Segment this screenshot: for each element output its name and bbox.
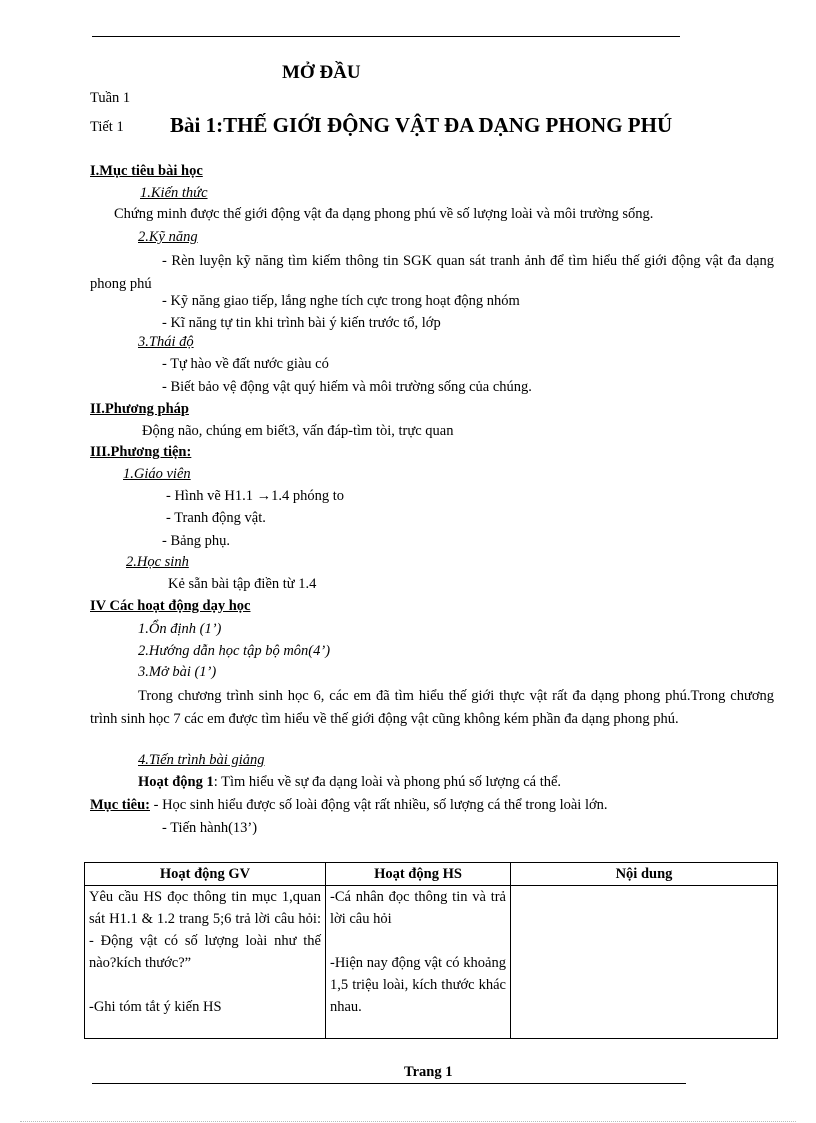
intro-paragraph: Trong chương trình sinh học 6, các em đã tìm hiểu thế giới thực vật rất đa dạng phong phú.Trong chương trình sinh học 7 các em được tìm hiểu về thế giới động vật cũng không kém phần đa dạng phong phú. [90,688,774,727]
section-method-heading: II.Phương pháp [90,401,189,417]
table-row [85,886,778,1039]
section-materials-heading: III.Phương tiện: [90,444,192,460]
knowledge-text: Chứng minh được thế giới động vật đa dạng phong phú về số lượng loài và môi trường sống. [114,206,654,222]
hs-answer: -Hiện nay động vật có khoảng 1,5 triệu loài, kích thước khác nhau. [330,955,506,1015]
teacher-item: - Hình vẽ H1.1 →1.4 phóng to [166,488,345,504]
teacher-item: - Bảng phụ. [162,533,231,549]
attitude-label: 3.Thái độ [138,334,194,350]
teacher-label: 1.Giáo viên [123,466,191,482]
period-label: Tiết 1 [90,119,124,135]
method-text: Động não, chúng em biết3, vấn đáp-tìm tòi, trực quan [142,423,454,439]
bottom-rule [92,1083,686,1084]
proceed-text: - Tiến hành(13’) [162,820,258,836]
activity-text: : Tìm hiểu về sự đa dạng loài và phong phú số lượng cá thể. [213,774,562,790]
objective-line [90,797,608,814]
teacher-item: - Tranh động vật. [166,510,266,526]
activity-label: Hoạt động 1 [138,774,214,790]
section-objectives-heading: I.Mục tiêu bài học [90,163,203,179]
section-activities-heading: IV Các hoạt động dạy học [90,598,251,614]
table-header-content: Nội dung [511,863,778,886]
week-label: Tuần 1 [90,90,131,106]
page-number: Trang 1 [404,1064,453,1080]
table-header-hs: Hoạt động HS [326,863,511,886]
table-cell-hs [326,886,511,1039]
gv-note: -Ghi tóm tắt ý kiến HS [89,999,222,1015]
objective-label: Mục tiêu: [90,797,150,813]
knowledge-label: 1.Kiến thức [140,185,208,201]
step-item: 2.Hướng dẫn học tập bộ môn(4’) [138,643,331,659]
attitude-item: - Tự hào về đất nước giàu có [162,356,329,372]
skill-item: - Rèn luyện kỹ năng tìm kiếm thông tin SGK quan sát tranh ảnh để tìm hiểu thế giới động vật đa dạng phong phú [90,253,774,292]
student-label: 2.Học sinh [126,554,189,570]
progress-label: 4.Tiến trình bài giảng [138,752,265,768]
skill-item: - Kỹ năng giao tiếp, lắng nghe tích cực trong hoạt động nhóm [162,293,520,309]
lesson-title: Bài 1:THẾ GIỚI ĐỘNG VẬT ĐA DẠNG PHONG PHÚ [170,113,673,137]
activity-line [138,774,561,791]
page-title: MỞ ĐẦU [282,62,361,83]
top-rule [92,36,680,37]
attitude-item: - Biết bảo vệ động vật quý hiếm và môi trường sống của chúng. [162,379,532,395]
table-cell-gv [85,886,326,1039]
table-header-gv: Hoạt động GV [85,863,326,886]
skills-label: 2.Kỹ năng [138,229,198,245]
step-item: 1.Ổn định (1’) [138,621,222,637]
table-cell-content [511,886,778,1039]
page-edge-dots [20,1121,796,1122]
hs-reading: -Cá nhân đọc thông tin và trả lời câu hỏi [330,889,506,927]
table-header-row [85,863,778,886]
objective-text: - Học sinh hiểu được số loài động vật rất nhiều, số lượng cá thể trong loài lớn. [150,797,608,813]
step-item: 3.Mở bài (1’) [138,664,217,680]
activity-table [84,862,778,1039]
student-text: Kẻ sẵn bài tập điền từ 1.4 [168,576,317,592]
gv-instruction: Yêu cầu HS đọc thông tin mục 1,quan sát H1.1 & 1.2 trang 5;6 trả lời câu hỏi: - Động vật có số lượng loài như thế nào?kích thước?” [89,889,321,971]
skill-item: - Kĩ năng tự tin khi trình bài ý kiến trước tổ, lớp [162,315,441,331]
